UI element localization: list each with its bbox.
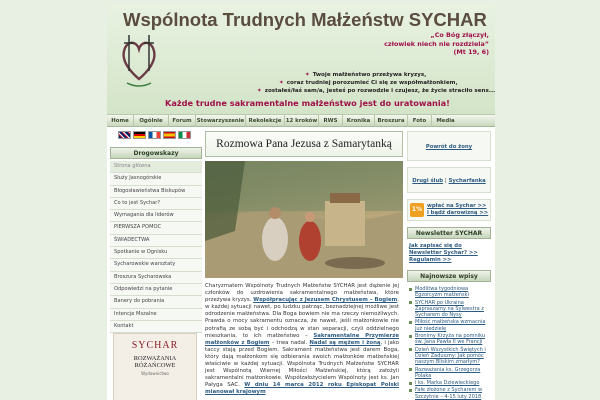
flag-fr-icon[interactable]: [148, 131, 161, 139]
flag-en-icon[interactable]: [118, 131, 131, 139]
menu-item[interactable]: PIERWSZA POMOC: [110, 222, 202, 234]
news-title: Najnowsze wpisy: [407, 270, 491, 282]
page: [107, 3, 495, 400]
article-link[interactable]: Współpracując z Jezusem Chrystusem – Bogiem: [253, 297, 398, 304]
news-item[interactable]: Fałe złożone z Sycharem w Szczytnie – 4-15 luty 2018: [407, 387, 491, 400]
painting-scene-icon: [205, 161, 403, 278]
links-box: Drugi ślub | Sycharfanka: [407, 167, 491, 193]
menu-item[interactable]: Wymagania dla liderów: [110, 210, 202, 222]
article-link[interactable]: Nadal są mężem i żoną: [309, 339, 381, 346]
slogan: Każde trudne sakramentalne małżeństwo jest do uratowania!: [165, 98, 450, 108]
bullet-item: ✦ zostałeś/łaś sam/a, jesteś po rozwodzie i czujesz, że życie straciło sens...: [257, 88, 495, 94]
sycharfanka-link[interactable]: Sycharfanka: [448, 178, 486, 184]
nav-broszura[interactable]: Broszura: [375, 115, 408, 127]
nav-rekolekcje[interactable]: Rekolekcje: [246, 115, 285, 127]
flag-de-icon[interactable]: [133, 131, 146, 139]
book-title: SYCHAR: [131, 340, 179, 351]
language-flags: [118, 131, 202, 139]
bullet-list: [257, 71, 495, 95]
news-item[interactable]: SYCHAR po Ukraina Zapraszamy na Sylwestra z Sycharem do Nysy: [407, 300, 491, 319]
site-title[interactable]: Wspólnota Trudnych Małżeństw SYCHAR: [123, 9, 487, 30]
menu-item[interactable]: Sycharowskie warsztaty: [110, 259, 202, 271]
flag-es-icon[interactable]: [163, 131, 176, 139]
bullet-item: ✦ coraz trudniej porozumieć Ci się ze współmałżonkiem,: [279, 80, 458, 86]
main-content: [205, 131, 403, 397]
percent-icon: 1%: [410, 203, 424, 217]
motto-line-2: człowiek niech nie rozdziela”: [384, 39, 489, 48]
article-text-segment: – trwa nadal.: [269, 339, 310, 346]
menu-item[interactable]: ŚWIADECTWA: [110, 235, 202, 247]
donation-link[interactable]: i bądź darowizną >>: [427, 210, 489, 216]
donate-link[interactable]: wpłać na Sychar >>: [427, 203, 487, 209]
top-nav: [107, 114, 495, 127]
newsletter-links: [407, 243, 491, 264]
return-to-wife-link[interactable]: Powrót do żony: [425, 144, 473, 150]
left-column: [110, 131, 202, 333]
menu-item[interactable]: Spotkanie w Ognisku: [110, 247, 202, 259]
book-caption: Wydawnictwo: [141, 371, 169, 376]
nav-media[interactable]: Media: [436, 118, 455, 124]
news-item[interactable]: i ks. Marka Dziewieckiego: [407, 380, 491, 386]
article-link[interactable]: W dniu 14 marca 2012 roku Episkopat Polski mianował krajowym: [205, 382, 399, 396]
newsletter-signup-link[interactable]: Jak zapisać się do Newsletter Sychar? >>: [409, 243, 478, 256]
nav-foto[interactable]: Foto: [408, 115, 432, 127]
menu-item[interactable]: Banery do pobrania: [110, 296, 202, 308]
bullet-item: ✦ Twoje małżeństwo przeżywa kryzys,: [305, 72, 427, 78]
menu-item[interactable]: Kontakt: [110, 321, 202, 333]
menu-item[interactable]: Służy Jasnogórskie: [110, 173, 202, 185]
article-title: Rozmowa Pana Jezusa z Samarytanką: [205, 131, 403, 157]
news-item[interactable]: Dzień Wszystkich Świętych i Dzień Zaduszny: Jak pomóc naszym Bliskim zmarłym?: [407, 347, 491, 366]
header: [107, 3, 495, 114]
nav-kronika[interactable]: Kronika: [343, 115, 375, 127]
book-banner[interactable]: [113, 333, 197, 400]
book-subtitle: ROZWAŻANIA RÓŻAŃCOWE: [133, 355, 177, 369]
menu-item[interactable]: Odpowiedzi na pytanie: [110, 284, 202, 296]
motto-line-3: (Mt 19, 6): [453, 48, 489, 56]
menu-item[interactable]: Co to jest Sychar?: [110, 198, 202, 210]
donate-box: [407, 199, 491, 221]
article-link[interactable]: Sakramentalne Przymierze małżonków z Bogiem: [205, 332, 400, 346]
right-column: [407, 131, 491, 400]
newsletter-rules-link[interactable]: Regulamin >>: [409, 257, 452, 263]
newsletter-title: Newsletter SYCHAR: [407, 227, 491, 239]
return-to-wife-box: [407, 131, 491, 161]
nav-rws[interactable]: RWS: [319, 115, 343, 127]
news-item[interactable]: Bronimy Krzyża na pomniku św. Jana Pawła II we Francji: [407, 333, 491, 346]
menu-item[interactable]: Broszura Sycharowska: [110, 272, 202, 284]
nav-ogolnie[interactable]: Ogólnie: [134, 115, 169, 127]
article-text-segment: , w każdej sytuacji nawet, po ludzku patrząc, beznadziejnej możliwe jest odrodzenie małżeństwa. Dla Boga bowiem nie ma rzeczy niemożliwych. Prawda o mocy sakramentu oznacza, że nawet, jeśli małżonkowie nie potrafią ze sobą być i odchodzą w stan separacji, czyli oddzielnego mieszkania, to ich małżeństwo –: [205, 297, 399, 339]
article-text: [205, 283, 403, 397]
menu-item[interactable]: Strona główna: [110, 161, 202, 173]
side-menu: [110, 161, 202, 333]
news-item[interactable]: Miłość małżeńska wzmacnia już niedzielę: [407, 319, 491, 332]
article-text-segment: , i jako taccy stają przed Bogiem. Sakrament małżeństwa jest darem Boga, który dają małżonkom się odbierania swoich małżonków małżeńskiej właściwie w każdej sytuacji. Wspólnota Trudnych Małżeństw SYCHAR jest Wspólnotą Wiernej Miłości Małżeńskiej, którą założyli sakramentalni małżonkowie. Współzałożycielem Wspólnoty jest ks. Jan Pałyga SAC.: [205, 339, 400, 389]
menu-item[interactable]: Intencje Mszalne: [110, 309, 202, 321]
article-text-segment: Charyzmatem Wspólnoty Trudnych Małżeństw SYCHAR jest dążenie jej członków do uzdrowienia sakramentalnego małżeństwa, które przeżywa kryzys.: [205, 283, 399, 304]
nav-home[interactable]: Home: [107, 115, 134, 127]
motto: [384, 31, 489, 57]
news-item[interactable]: Rozważania ks. Grzegorza Polaka: [407, 367, 491, 380]
menu-item[interactable]: Błogosławieństwa Biskupów: [110, 186, 202, 198]
menu-title: Drogowskazy: [110, 147, 202, 159]
news-item[interactable]: Modlitwa tygodniowa Egzorcyzm małżeński: [407, 286, 491, 299]
news-list: [407, 286, 491, 400]
sychar-logo-icon: [119, 31, 159, 89]
flag-it-icon[interactable]: [178, 131, 191, 139]
painting-image: [205, 161, 403, 278]
nav-stowarzyszenie[interactable]: Stowarzyszenie: [196, 115, 246, 127]
nav-12-krokow[interactable]: 12 kroków: [285, 115, 319, 127]
second-wedding-link[interactable]: Drugi ślub: [412, 178, 444, 184]
motto-line-1: „Co Bóg złączył,: [430, 31, 489, 39]
nav-forum[interactable]: Forum: [169, 115, 196, 127]
